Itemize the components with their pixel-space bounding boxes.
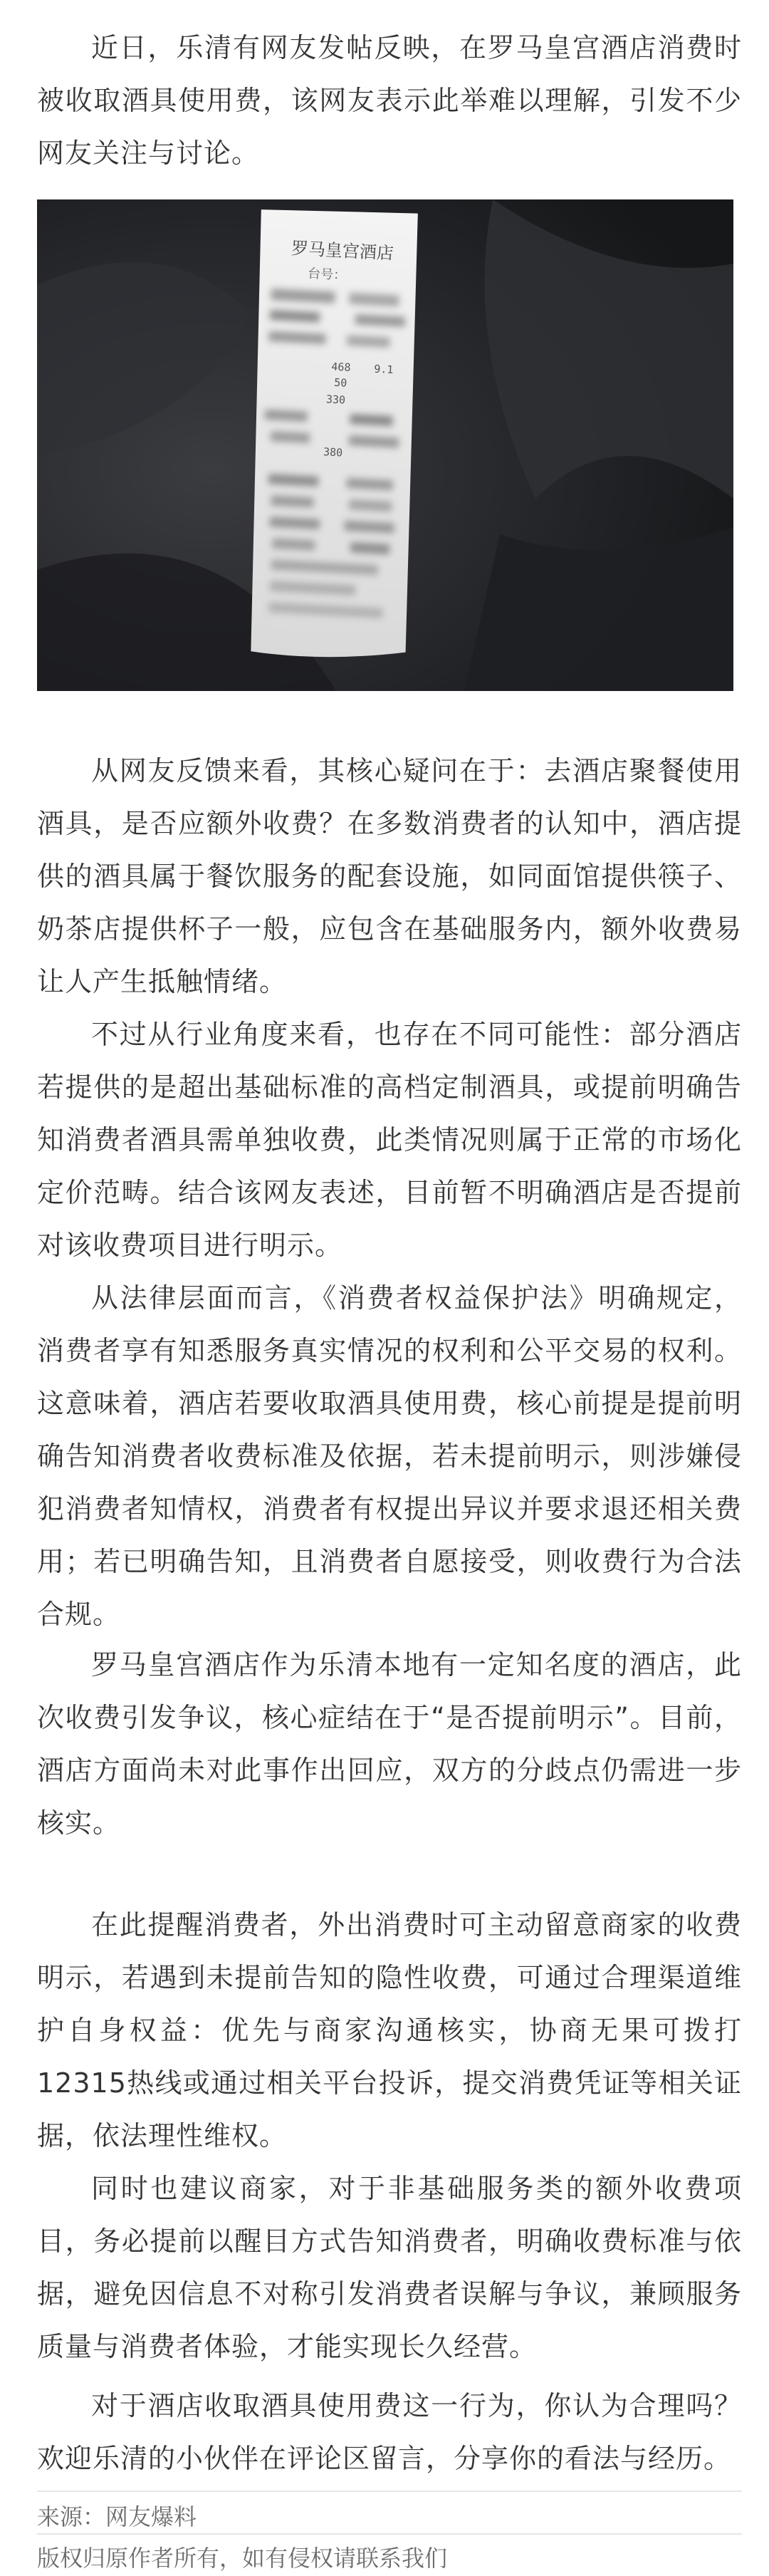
paragraph-intro: 近日，乐清有网友发帖反映，在罗马皇宫酒店消费时被收取酒具使用费，该网友表示此举难以理解，引发不少网友关注与讨论。 <box>37 32 742 169</box>
receipt-number: 9.1 <box>373 362 394 377</box>
receipt <box>238 205 429 662</box>
receipt-number: 50 <box>333 375 347 390</box>
receipt-table-label: 台号： <box>307 266 347 284</box>
paragraph-hotel-dispute: 罗马皇宫酒店作为乐清本地有一定知名度的酒店，此次收费引发争议，核心症结在于“是否提前明示”。目前，酒店方面尚未对此事作出回应，双方的分歧点仍需进一步核实。 <box>37 1649 742 1839</box>
paragraph-call-to-action: 对于酒店收取酒具使用费这一行为，你认为合理吗？欢迎乐清的小伙伴在评论区留言，分享你的看法与经历。 <box>37 2390 742 2474</box>
receipt-number: 468 <box>330 360 351 374</box>
receipt-number: 380 <box>323 445 343 459</box>
paragraph-merchant-advice: 同时也建议商家，对于非基础服务类的额外收费项目，务必提前以醒目方式告知消费者，明确收费标准与依据，避免因信息不对称引发消费者误解与争议，兼顾服务质量与消费者体验，才能实现长久经营。 <box>37 2173 742 2362</box>
source-note: 来源：网友爆料 <box>37 2503 197 2530</box>
receipt-photo <box>37 199 733 691</box>
paragraph-legal-view: 从法律层面而言，《消费者权益保护法》明确规定，消费者享有知悉服务真实情况的权利和公平交易的权利。这意味着，酒店若要收取酒具使用费，核心前提是提前明确告知消费者收费标准及依据，若未提前明示，则涉嫌侵犯消费者知情权，消费者有权提出异议并要求退还相关费用；若已明确告知，且消费者自愿接受，则收费行为合法合规。 <box>37 1282 742 1630</box>
paragraph-core-question: 从网友反馈来看，其核心疑问在于：去酒店聚餐使用酒具，是否应额外收费？在多数消费者的认知中，酒店提供的酒具属于餐饮服务的配套设施，如同面馆提供筷子、奶茶店提供杯子一般，应包含在基础服务内，额外收费易让人产生抵触情绪。 <box>37 755 742 997</box>
divider <box>37 2533 742 2535</box>
paragraph-industry-view: 不过从行业角度来看，也存在不同可能性：部分酒店若提供的是超出基础标准的高档定制酒具，或提前明确告知消费者酒具需单独收费，此类情况则属于正常的市场化定价范畴。结合该网友表述，目前暂不明确酒店是否提前对该收费项目进行明示。 <box>37 1019 742 1261</box>
paragraph-consumer-tips: 在此提醒消费者，外出消费时可主动留意商家的收费明示，若遇到未提前告知的隐性收费，可通过合理渠道维护自身权益：优先与商家沟通核实，协商无果可拨打12315热线或通过相关平台投诉，提交消费凭证等相关证据，依法理性维权。 <box>37 1909 742 2151</box>
receipt-number: 330 <box>325 393 346 407</box>
copyright-note: 版权归原作者所有，如有侵权请联系我们 <box>37 2545 448 2572</box>
receipt-hotel-name: 罗马皇宫酒店 <box>291 238 394 264</box>
receipt-photo-illustration <box>37 199 733 691</box>
divider <box>37 2491 742 2492</box>
